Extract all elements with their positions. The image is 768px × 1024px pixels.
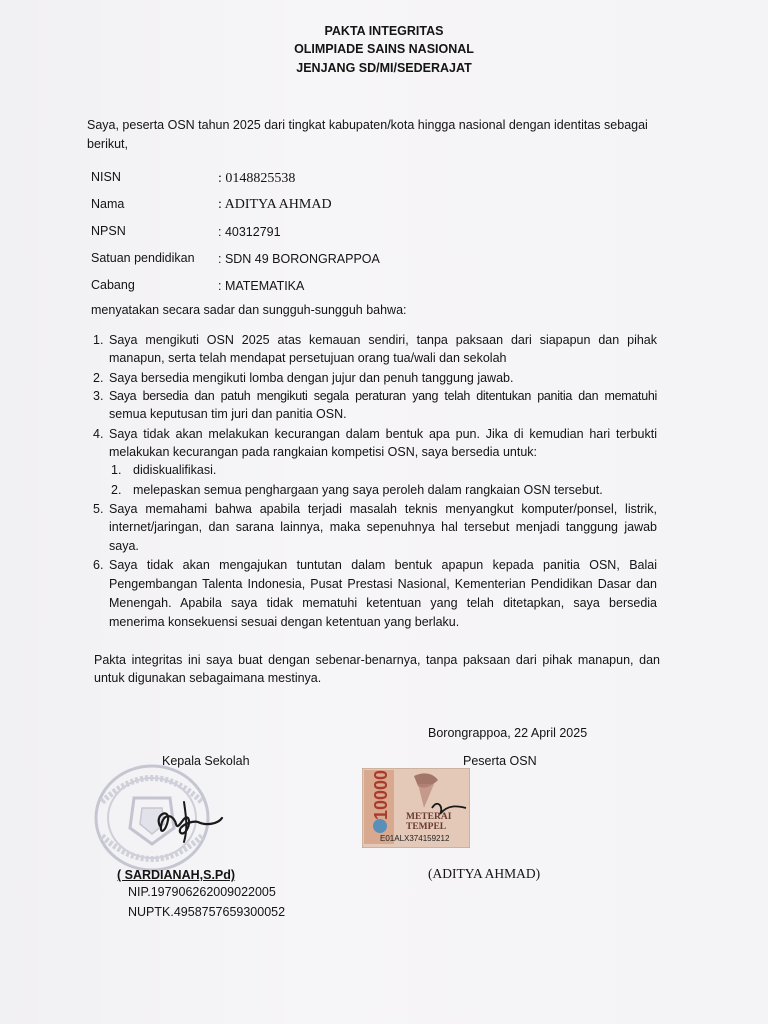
principal-nip: NIP.197906262009022005 [128, 885, 276, 899]
point-1-line-1: Saya mengikuti OSN 2025 atas kemauan sendiri, tanpa paksaan dari siapapun dan pihak [109, 333, 657, 347]
nisn-label: NISN [91, 170, 121, 184]
point-3-line-1: Saya bersedia dan patuh mengikuti segala peraturan yang telah ditentukan panitia dan mematuhi [109, 389, 657, 403]
point-3-number: 3. [93, 389, 104, 403]
cabang-value: : MATEMATIKA [218, 279, 305, 293]
closing-line-2: untuk digunakan sebagaimana mestinya. [94, 671, 322, 685]
stamp-value: 10000 [371, 769, 391, 820]
intro-line-2: berikut, [87, 137, 128, 151]
school-seal-icon [88, 758, 250, 878]
point-4-sub-2: melepaskan semua penghargaan yang saya peroleh dalam rangkaian OSN tersebut. [133, 483, 603, 497]
stamp-serial: E01ALX374159212 [380, 834, 450, 843]
stamp-label-1: METERAI [406, 812, 452, 822]
statement: menyatakan secara sadar dan sungguh-sungguh bahwa: [91, 303, 407, 317]
point-4-sub-2-number: 2. [111, 483, 122, 497]
point-6-line-1: Saya tidak akan mengajukan tuntutan dalam bentuk apapun kepada panitia OSN, Balai [109, 558, 657, 572]
nisn-value: : 0148825538 [218, 171, 296, 186]
principal-title: Kepala Sekolah [162, 754, 250, 768]
point-5-line-2: internet/jaringan, dan sarana lainnya, maka sepenuhnya hal tersebut menjadi tanggung jawab [109, 520, 657, 534]
point-1-line-2: manapun, serta telah mendapat persetujuan orang tua/wali dan sekolah [109, 351, 507, 365]
point-5-line-3: saya. [109, 539, 139, 553]
point-5-line-1: Saya memahami bahwa apabila terjadi masalah teknis menyangkut komputer/ponsel, listrik, [109, 502, 657, 516]
point-2-line-1: Saya bersedia mengikuti lomba dengan jujur dan penuh tanggung jawab. [109, 371, 514, 385]
satuan-value: : SDN 49 BORONGRAPPOA [218, 252, 380, 266]
participant-title: Peserta OSN [463, 754, 537, 768]
stamp-label-2: TEMPEL [406, 822, 447, 832]
principal-name: ( SARDIANAH,S.Pd) [117, 868, 236, 882]
principal-nuptk: NUPTK.4958757659300052 [128, 905, 286, 919]
title-line-2: OLIMPIADE SAINS NASIONAL [294, 42, 474, 56]
point-4-number: 4. [93, 427, 104, 441]
point-4-sub-1: didiskualifikasi. [133, 463, 217, 477]
meterai-stamp [362, 768, 470, 848]
point-3-line-2: semua keputusan tim juri dan panitia OSN. [109, 407, 347, 421]
npsn-value: : 40312791 [218, 225, 281, 239]
point-5-number: 5. [93, 502, 104, 516]
point-6-number: 6. [93, 558, 104, 572]
point-4-sub-1-number: 1. [111, 463, 122, 477]
point-1-number: 1. [93, 333, 104, 347]
point-6-line-2: Pengembangan Talenta Indonesia, Pusat Prestasi Nasional, Kementerian Pendidikan Dasar dan [109, 577, 657, 591]
intro-line-1: Saya, peserta OSN tahun 2025 dari tingkat kabupaten/kota hingga nasional dengan identitas sebagai [87, 118, 648, 132]
satuan-label: Satuan pendidikan [91, 251, 195, 265]
place-date: Borongrappoa, 22 April 2025 [428, 726, 588, 740]
participant-name: (ADITYA AHMAD) [428, 866, 541, 881]
point-4-line-2: melakukan kecurangan pada rangkaian kompetisi OSN, saya bersedia untuk: [109, 445, 538, 459]
point-2-number: 2. [93, 371, 104, 385]
npsn-label: NPSN [91, 224, 126, 238]
nama-label: Nama [91, 197, 125, 211]
point-4-line-1: Saya tidak akan melakukan kecurangan dalam bentuk apa pun. Jika di kemudian hari terbukti [109, 427, 657, 441]
cabang-label: Cabang [91, 278, 135, 292]
point-6-line-3: Menengah. Apabila saya tidak mematuhi ketentuan yang telah ditetapkan, saya bersedia [109, 596, 657, 610]
point-6-line-4: menerima konsekuensi sesuai dengan ketentuan yang berlaku. [109, 615, 460, 629]
title-line-1: PAKTA INTEGRITAS [324, 24, 444, 38]
title-line-3: JENJANG SD/MI/SEDERAJAT [296, 61, 472, 75]
closing-line-1: Pakta integritas ini saya buat dengan sebenar-benarnya, tanpa paksaan dari pihak manapun, dan [94, 653, 660, 667]
nama-value: : ADITYA AHMAD [218, 197, 332, 212]
